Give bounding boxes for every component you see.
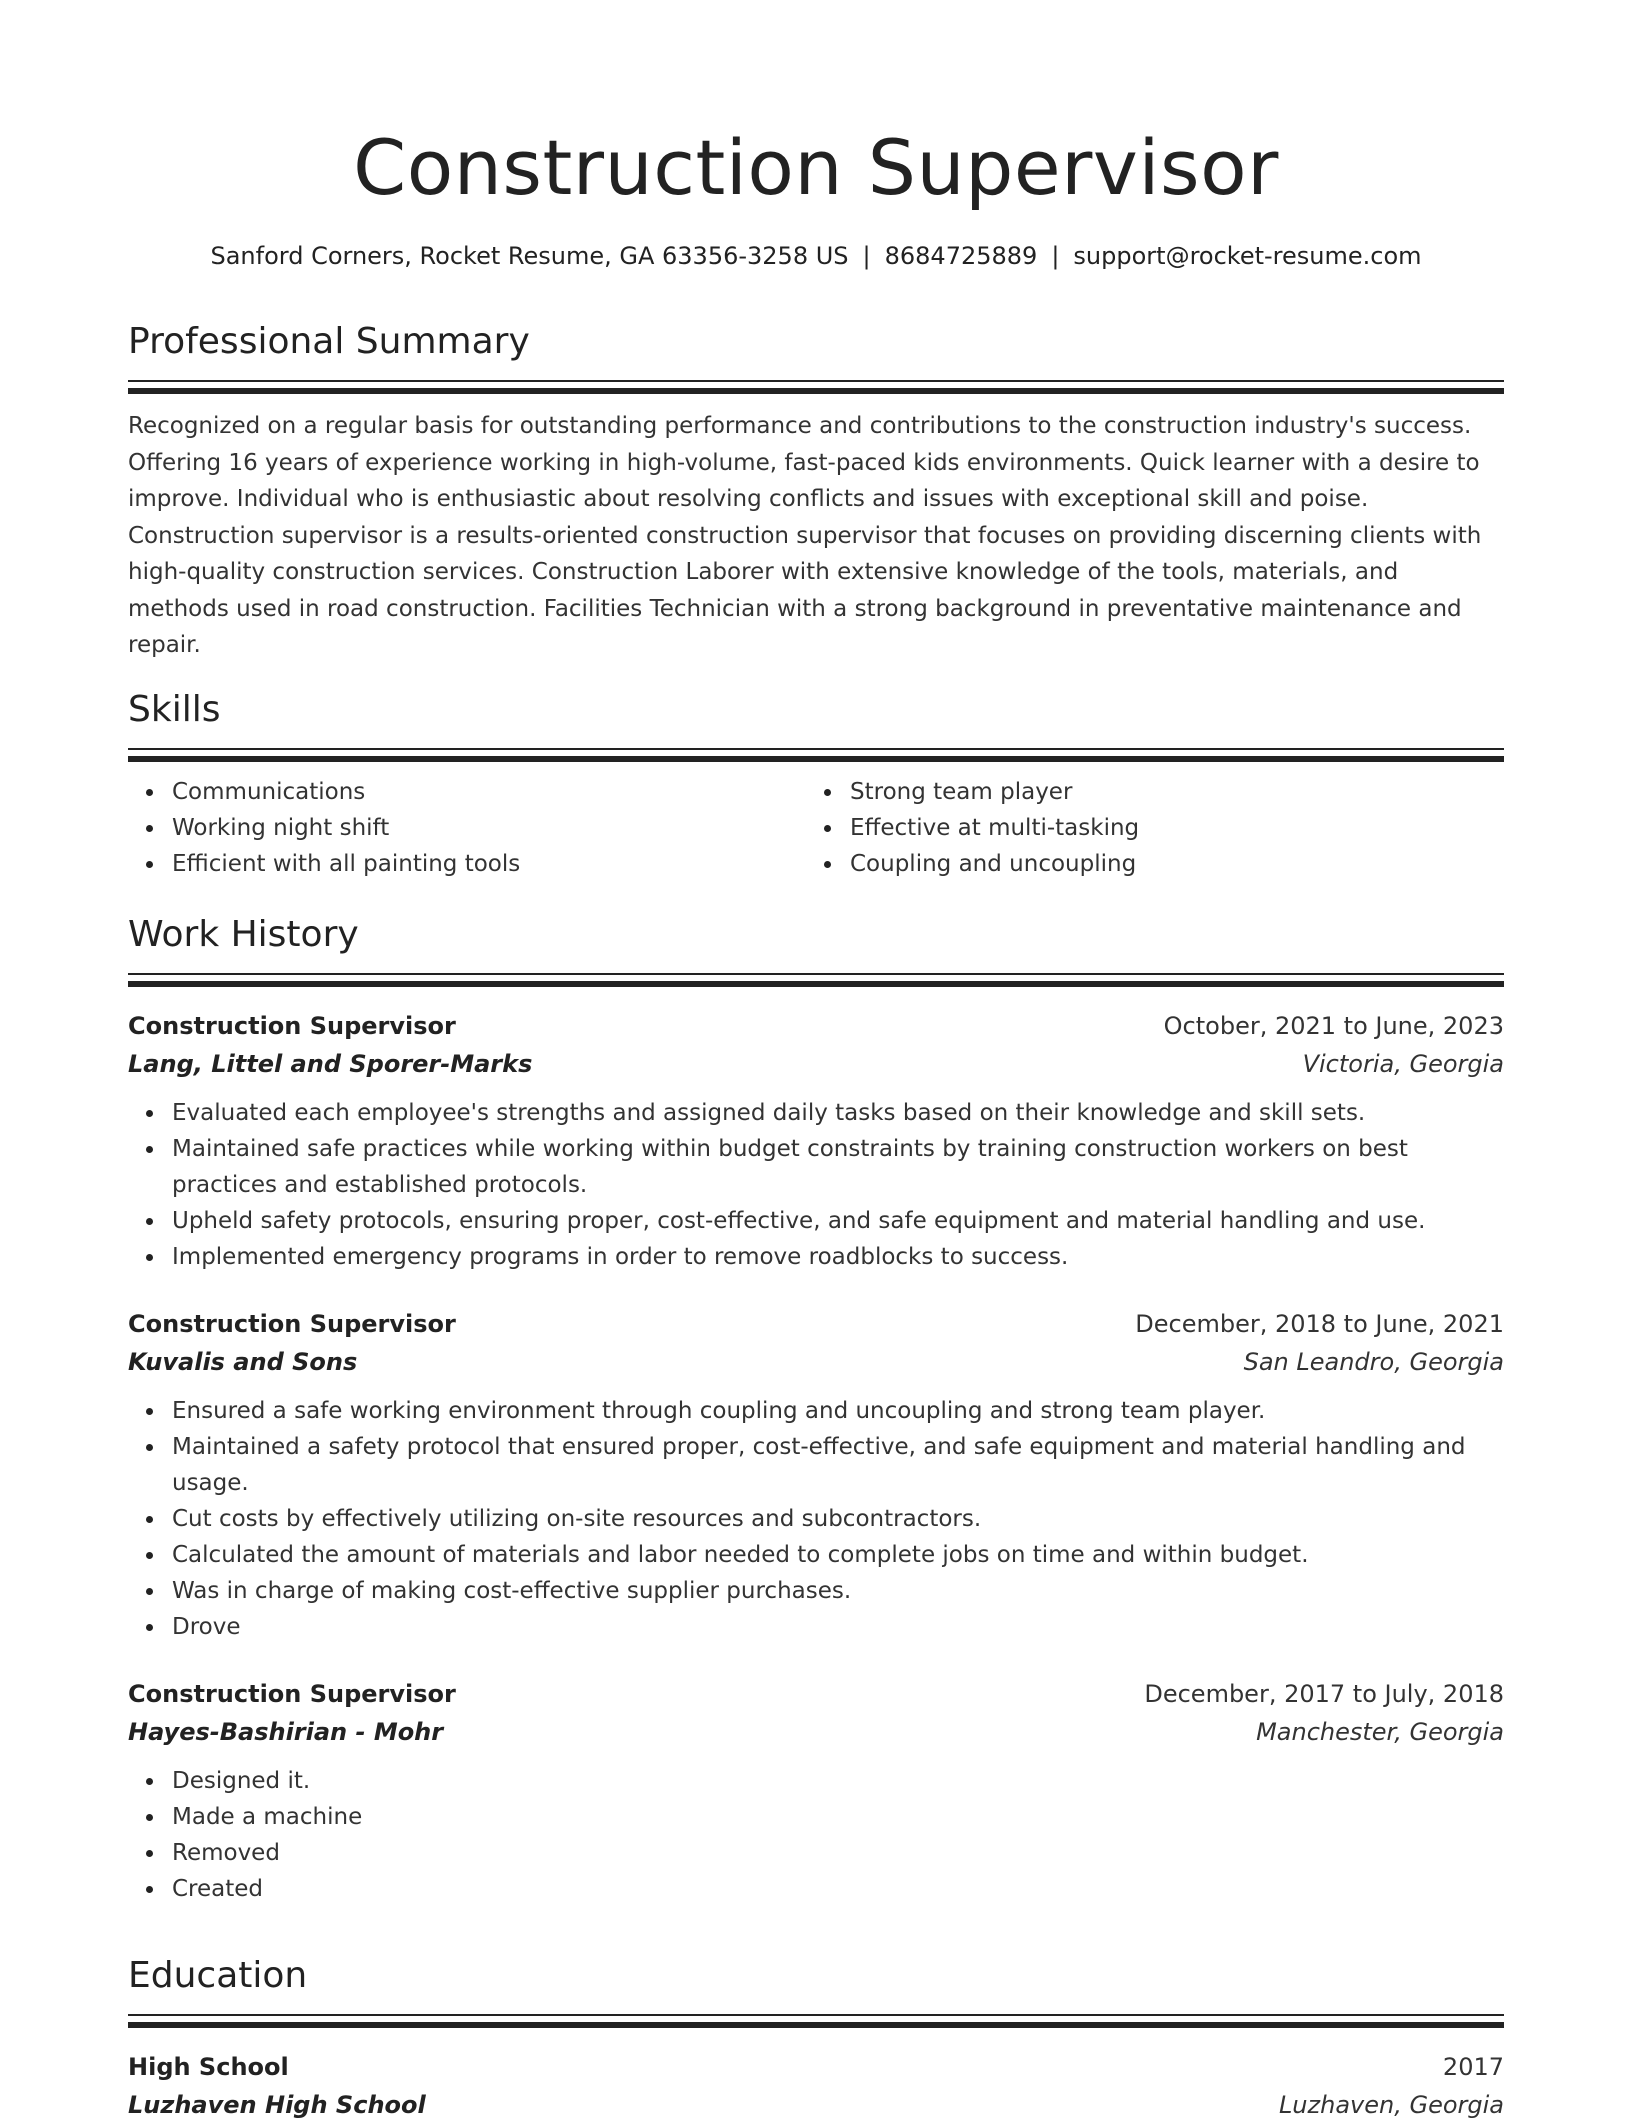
skills-section <box>128 686 1504 882</box>
job-bullets <box>128 1393 1504 1645</box>
job-bullet: Maintained safe practices while working within budget constraints by training construction workers on best practices and established protocols. <box>172 1131 1504 1203</box>
section-divider <box>128 748 1504 762</box>
education-location: Luzhaven, Georgia <box>1278 2091 1504 2119</box>
education-year: 2017 <box>1442 2053 1504 2081</box>
skill-item: Working night shift <box>172 810 806 846</box>
skills-list-right <box>806 774 1484 882</box>
job-bullet: Maintained a safety protocol that ensured proper, cost-effective, and safe equipment and material handling and usage. <box>172 1429 1504 1501</box>
education-heading: Education <box>128 1955 308 1996</box>
contact-line <box>128 238 1504 274</box>
job-bullet: Implemented emergency programs in order to remove roadblocks to success. <box>172 1239 1504 1275</box>
job-company: Kuvalis and Sons <box>128 1348 358 1376</box>
job-bullets <box>128 1095 1504 1275</box>
work-history-heading: Work History <box>128 914 359 955</box>
skill-item: Effective at multi-tasking <box>850 810 1484 846</box>
job-bullets <box>128 1763 1504 1907</box>
contact-separator: | <box>862 242 871 270</box>
job-company: Hayes-Bashirian - Mohr <box>128 1718 444 1746</box>
education-school: Luzhaven High School <box>128 2091 426 2119</box>
job-location: San Leandro, Georgia <box>1243 1348 1504 1376</box>
section-divider <box>128 973 1504 987</box>
job-entry <box>128 1305 1504 1645</box>
work-history-section <box>128 911 1504 1907</box>
job-bullet: Evaluated each employee's strengths and assigned daily tasks based on their knowledge and skill sets. <box>172 1095 1504 1131</box>
job-dates: October, 2021 to June, 2023 <box>1163 1012 1504 1040</box>
job-bullet: Made a machine <box>172 1799 1504 1835</box>
section-divider <box>128 380 1504 394</box>
summary-heading: Professional Summary <box>128 321 530 362</box>
job-dates: December, 2017 to July, 2018 <box>1144 1680 1504 1708</box>
job-bullet: Calculated the amount of materials and labor needed to complete jobs on time and within budget. <box>172 1537 1504 1573</box>
summary-section <box>128 318 1504 664</box>
job-dates: December, 2018 to June, 2021 <box>1135 1310 1504 1338</box>
job-location: Victoria, Georgia <box>1302 1050 1504 1078</box>
education-section <box>128 1952 1504 2124</box>
job-bullet: Upheld safety protocols, ensuring proper, cost-effective, and safe equipment and material handling and use. <box>172 1203 1504 1239</box>
contact-phone: 8684725889 <box>884 242 1038 270</box>
job-location: Manchester, Georgia <box>1256 1718 1504 1746</box>
job-title: Construction Supervisor <box>128 1012 456 1040</box>
skill-item: Strong team player <box>850 774 1484 810</box>
job-title: Construction Supervisor <box>128 1310 456 1338</box>
contact-email: support@rocket-resume.com <box>1073 242 1422 270</box>
job-bullet: Ensured a safe working environment through coupling and uncoupling and strong team player. <box>172 1393 1504 1429</box>
job-bullet: Created <box>172 1871 1504 1907</box>
education-degree: High School <box>128 2053 289 2081</box>
skills-heading: Skills <box>128 689 221 730</box>
skill-item: Efficient with all painting tools <box>172 846 806 882</box>
contact-address: Sanford Corners, Rocket Resume, GA 63356-3258 US <box>210 242 849 270</box>
summary-text: Recognized on a regular basis for outstanding performance and contributions to the construction industry's success. Offering 16 years of experience working in high-volume, fast-paced kids environments. Quick learner with a desire to improve. Individual who is enthusiastic about resolving conflicts and issues with exceptional skill and poise. Construction supervisor is a results-oriented construction supervisor that focuses on providing discerning clients with high-quality construction services. Construction Laborer with extensive knowledge of the tools, materials, and methods used in road construction. Facilities Technician with a strong background in preventative maintenance and repair. <box>128 413 1482 658</box>
job-entry <box>128 1675 1504 1907</box>
job-bullet: Was in charge of making cost-effective supplier purchases. <box>172 1573 1504 1609</box>
candidate-name: Construction Supervisor <box>353 123 1279 212</box>
skills-columns <box>128 774 1504 882</box>
job-entry <box>128 1007 1504 1275</box>
skills-list-left <box>128 774 806 882</box>
contact-separator: | <box>1051 242 1060 270</box>
skill-item: Coupling and uncoupling <box>850 846 1484 882</box>
education-entry <box>128 2048 1504 2124</box>
job-bullet: Designed it. <box>172 1763 1504 1799</box>
skill-item: Communications <box>172 774 806 810</box>
job-bullet: Cut costs by effectively utilizing on-site resources and subcontractors. <box>172 1501 1504 1537</box>
job-company: Lang, Littel and Sporer-Marks <box>128 1050 533 1078</box>
job-bullet: Drove <box>172 1609 1504 1645</box>
job-title: Construction Supervisor <box>128 1680 456 1708</box>
job-bullet: Removed <box>172 1835 1504 1871</box>
section-divider <box>128 2014 1504 2028</box>
